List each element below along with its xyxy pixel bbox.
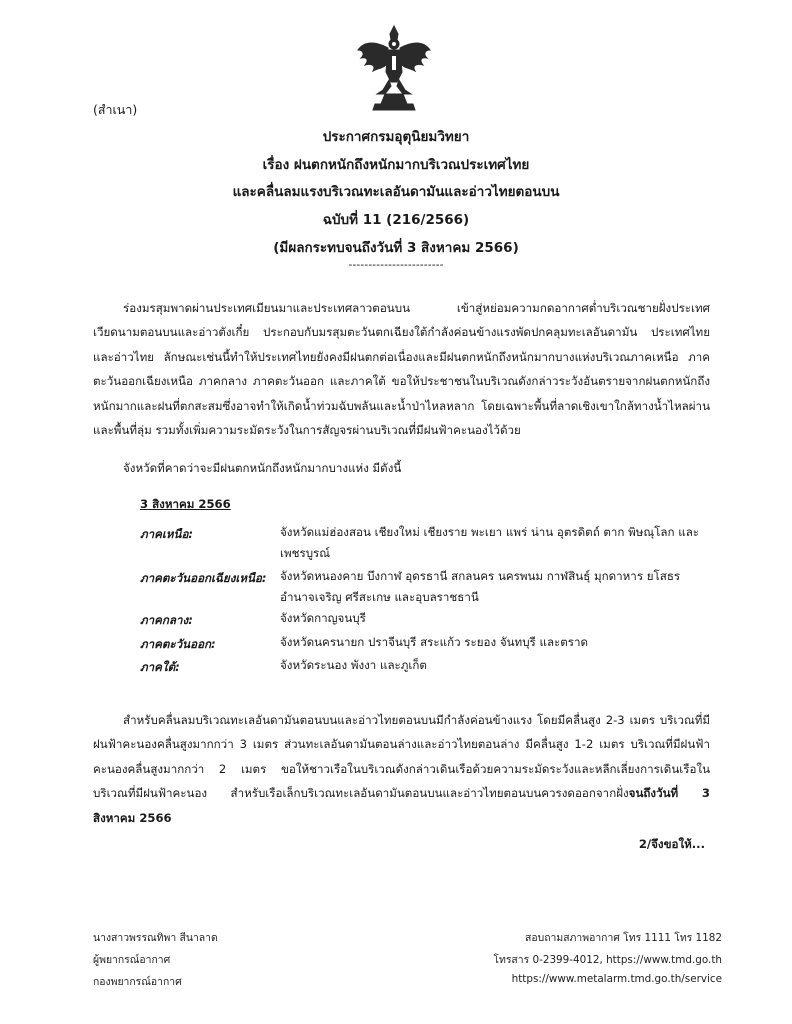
- forecast-date: 3 สิงหาคม 2566: [140, 497, 231, 511]
- subject-line-2: และคลื่นลมแรงบริเวณทะเลอันดามันและอ่าวไทยตอนบน: [232, 184, 560, 200]
- region-label: ภาคเหนือ:: [140, 527, 194, 541]
- region-provinces: จังหวัดหนองคาย บึงกาฬ อุดรธานี สกลนคร นครพนม กาฬสินธุ์ มุกดาหาร ยโสธร อำนาจเจริญ ศรีสะเกษ และอุบลราชธานี: [280, 569, 681, 604]
- footer-department: กองพยากรณ์อากาศ: [93, 976, 182, 988]
- footer-fax-website: โทรสาร 0-2399-4012, https://www.tmd.go.th: [493, 954, 722, 966]
- garuda-emblem-icon: [355, 24, 433, 112]
- region-label: ภาคตะวันออก:: [140, 637, 216, 651]
- region-label: ภาคตะวันออกเฉียงเหนือ:: [140, 571, 267, 585]
- footer-service-link[interactable]: https://www.metalarm.tmd.go.th/service: [511, 973, 722, 985]
- footer-phone: สอบถามสภาพอากาศ โทร 1111 โทร 1182: [525, 932, 722, 944]
- marine-paragraph: [93, 708, 710, 830]
- region-label: ภาคใต้:: [140, 660, 180, 674]
- issue-number: ฉบับที่ 11 (216/2566): [322, 212, 470, 228]
- effective-date: (มีผลกระทบจนถึงวันที่ 3 สิงหาคม 2566): [273, 240, 519, 256]
- subject-line: เรื่อง ฝนตกหนักถึงหนักมากบริเวณประเทศไทย: [262, 157, 530, 173]
- provinces-intro: จังหวัดที่คาดว่าจะมีฝนตกหนักถึงหนักมากบางแห่ง มีดังนี้: [123, 461, 402, 475]
- region-provinces: จังหวัดแม่ฮ่องสอน เชียงใหม่ เชียงราย พะเยา แพร่ น่าน อุตรดิตถ์ ตาก พิษณุโลก และเพชรบูรณ์: [280, 525, 700, 560]
- continued-marker: 2/จึงขอให้...: [638, 837, 705, 851]
- region-provinces: จังหวัดระนอง พังงา และภูเก็ต: [280, 658, 427, 672]
- marine-text: สำหรับคลื่นลมบริเวณทะเลอันดามันตอนบนและอ่าวไทยตอนบนมีกำลังค่อนข้างแรง โดยมีคลื่นสูง 2-3 เมตร บริเวณที่มีฝนฟ้าคะนองคลื่นสูงมากกว่า 3 เมตร ส่วนทะเลอันดามันตอนล่างและอ่าวไทยตอนล่าง มีคลื่นสูง 1-2 เมตร บริเวณที่มีฝนฟ้าคะนองคลื่นสูงมากกว่า 2 เมตร ขอให้ชาวเรือในบริเวณดังกล่าวเดินเรือด้วยความระมัดระวังและหลีกเลี่ยงการเดินเรือในบริเวณที่มีฝนฟ้าคะนอง สำหรับเรือเล็กบริเวณทะเลอันดามันตอนบนและอ่าวไทยตอนบนควรงดออกจากฝั่ง: [93, 713, 710, 801]
- marine-until: จนถึงวันที่ 3 สิงหาคม 2566: [93, 786, 710, 825]
- footer-forecaster-name: นางสาวพรรณทิพา สีนาลาด: [93, 932, 218, 944]
- region-provinces: จังหวัดนครนายก ปราจีนบุรี สระแก้ว ระยอง จันทบุรี และตราด: [280, 635, 589, 649]
- region-label: ภาคกลาง:: [140, 613, 193, 627]
- footer-forecaster-title: ผู้พยากรณ์อากาศ: [93, 954, 171, 966]
- separator: ------------------------: [348, 258, 444, 271]
- region-provinces: จังหวัดกาญจนบุรี: [280, 611, 366, 625]
- copy-label: (สำเนา): [93, 102, 138, 117]
- body-paragraph: ร่องมรสุมพาดผ่านประเทศเมียนมาและประเทศลาวตอนบน เข้าสู่หย่อมความกดอากาศต่ำบริเวณชายฝั่งประเทศเวียดนามตอนบนและอ่าวตังเกี๋ย ประกอบกับมรสุมตะวันตกเฉียงใต้กำลังค่อนข้างแรงพัดปกคลุมทะเลอันดามัน ประเทศไทยและอ่าวไทย ลักษณะเช่นนี้ทำให้ประเทศไทยยังคงมีฝนตกต่อเนื่องและมีฝนตกหนักถึงหนักมากบางแห่งบริเวณภาคเหนือ ภาคตะวันออกเฉียงเหนือ ภาคกลาง ภาคตะวันออก และภาคใต้ ขอให้ประชาชนในบริเวณดังกล่าวระวังอันตรายจากฝนตกหนักถึงหนักมากและฝนที่ตกสะสมซึ่งอาจทำให้เกิดน้ำท่วมฉับพลันและน้ำป่าไหลหลาก โดยเฉพาะพื้นที่ลาดเชิงเขาใกล้ทางน้ำไหลผ่านและพื้นที่ลุ่ม รวมทั้งเพิ่มความระมัดระวังในการสัญจรผ่านบริเวณที่มีฝนฟ้าคะนองไว้ด้วย: [93, 301, 710, 438]
- announcement-title: ประกาศกรมอุตุนิยมวิทยา: [322, 129, 470, 145]
